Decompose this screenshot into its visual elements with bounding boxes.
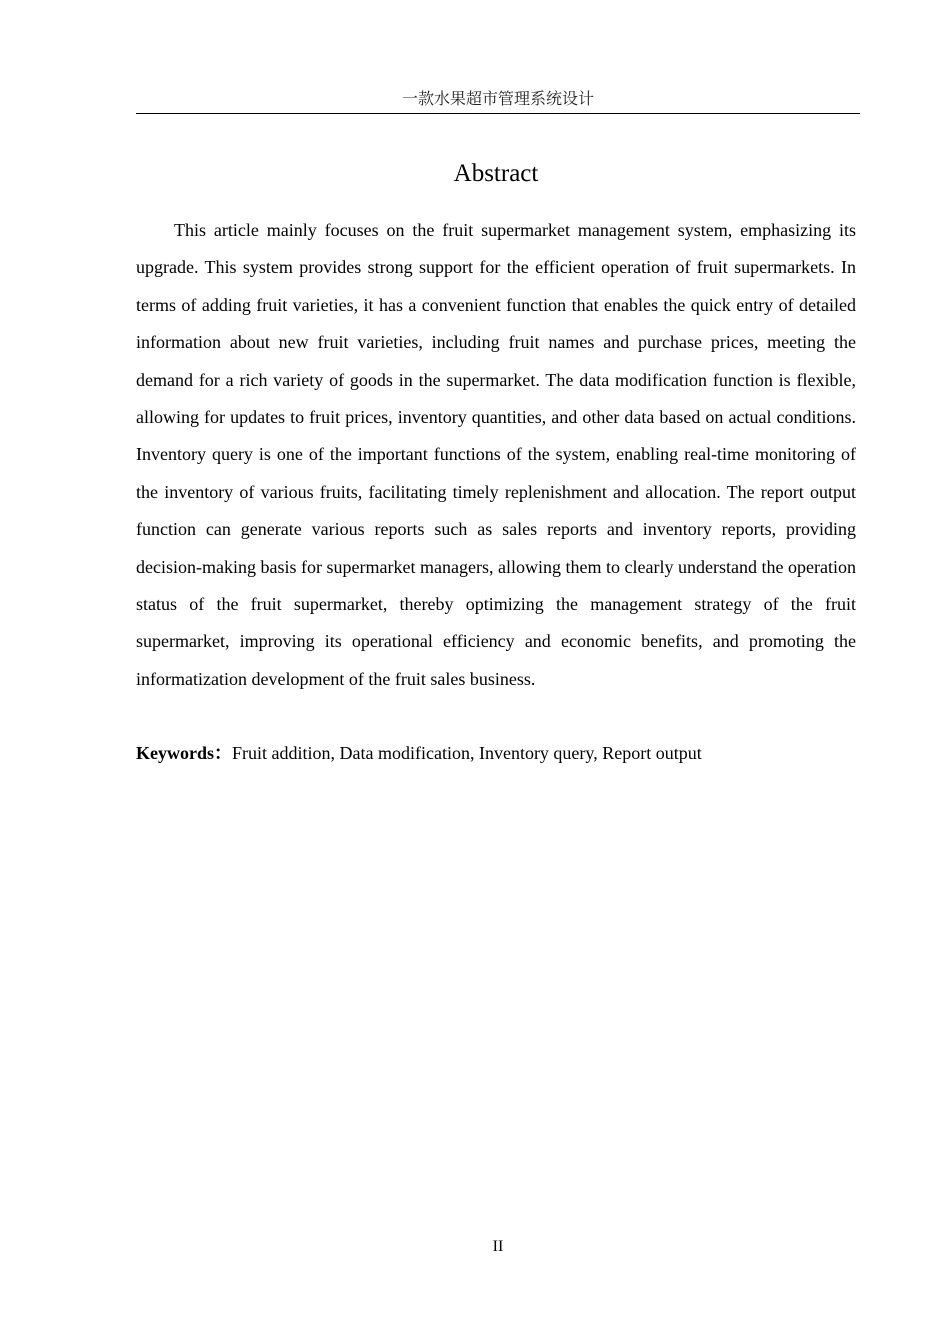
running-header: 一款水果超市管理系统设计 xyxy=(401,91,594,108)
keywords-line xyxy=(136,736,856,770)
page-number: II xyxy=(492,1238,504,1255)
header-divider xyxy=(136,113,860,114)
keywords-list: Fruit addition, Data modification, Inventory query, Report output xyxy=(232,743,702,763)
abstract-title: Abstract xyxy=(453,160,539,187)
abstract-body: This article mainly focuses on the fruit supermarket management system, emphasizing its upgrade. This system provides strong support for the efficient operation of fruit supermarkets. In terms of adding fruit varieties, it has a convenient function that enables the quick entry of detailed information about new fruit varieties, including fruit names and purchase prices, meeting the demand for a rich variety of goods in the supermarket. The data modification function is flexible, allowing for updates to fruit prices, inventory quantities, and other data based on actual conditions. Inventory query is one of the important functions of the system, enabling real-time monitoring of the inventory of various fruits, facilitating timely replenishment and allocation. The report output function can generate various reports such as sales reports and inventory reports, providing decision-making basis for supermarket managers, allowing them to clearly understand the operation status of the fruit supermarket, thereby optimizing the management strategy of the fruit supermarket, improving its operational efficiency and economic benefits, and promoting the informatization development of the fruit sales business. xyxy=(136,220,856,689)
keywords-label: Keywords： xyxy=(136,743,232,763)
